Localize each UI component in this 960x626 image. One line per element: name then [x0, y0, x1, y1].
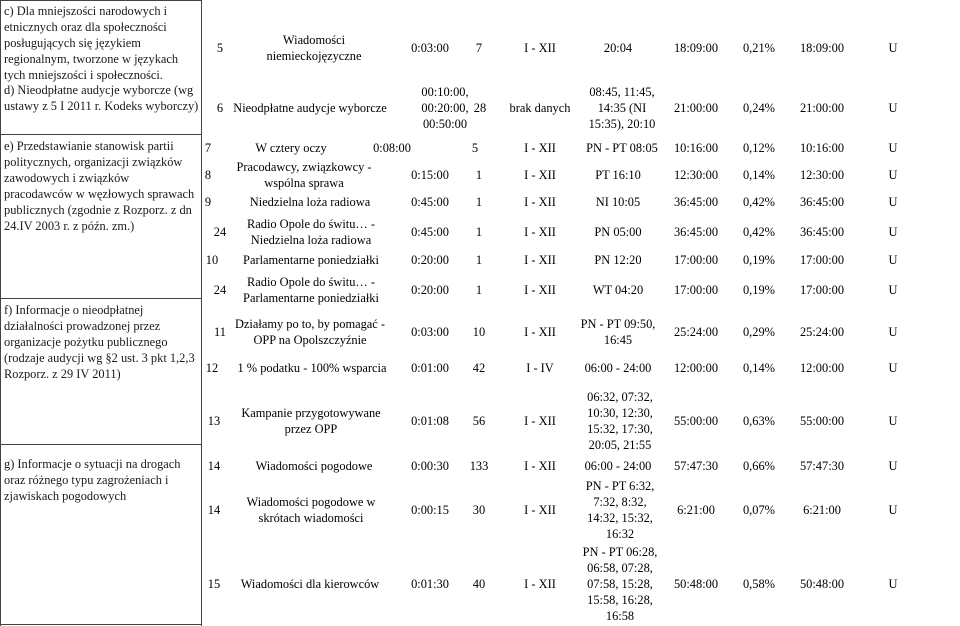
months: I - XII — [524, 253, 556, 267]
column-divider — [201, 0, 202, 626]
row-number: 24 — [213, 283, 227, 297]
program-title: Niedzielna loża radiowa — [249, 195, 371, 209]
row-number: 11 — [214, 325, 226, 339]
program-title: Działamy po to, by pomagać - OPP na Opolszczyźnie — [234, 317, 386, 347]
duration: 0:03:00 — [411, 41, 449, 55]
total-time: 10:16:00 — [673, 141, 719, 155]
air-time: NI 10:05 — [595, 195, 641, 209]
row-number: 14 — [207, 503, 221, 517]
category-g: g) Informacje o sytuacji na drogach oraz różnego typu zagrożeniach i zjawiskach pogodowych — [4, 457, 181, 503]
percent: 0,14% — [742, 361, 775, 375]
program-title: Wiadomości pogodowe w skrótach wiadomości — [246, 495, 376, 525]
count: 1 — [475, 225, 483, 239]
row-number: 24 — [213, 225, 227, 239]
flag: U — [888, 577, 898, 591]
count: 1 — [475, 168, 483, 182]
duration: 0:20:00 — [411, 283, 449, 297]
program-title: Wiadomości pogodowe — [255, 459, 373, 473]
months: I - XII — [524, 577, 556, 591]
percent: 0,29% — [742, 325, 775, 339]
air-time: PN - PT 09:50, 16:45 — [580, 317, 656, 347]
months: I - XII — [524, 41, 556, 55]
air-time: 20:04 — [603, 41, 633, 55]
count: 42 — [472, 361, 486, 375]
duration: 0:20:00 — [411, 253, 449, 267]
program-title: 1 % podatku - 100% wsparcia — [237, 361, 387, 375]
category-d: d) Nieodpłatne audycje wyborcze (wg ustawy z 5 I 2011 r. Kodeks wyborczy) — [4, 83, 199, 113]
duration: 0:08:00 — [373, 141, 411, 155]
flag: U — [888, 325, 898, 339]
percent: 0,58% — [742, 577, 775, 591]
category-divider — [0, 298, 202, 299]
total-time: 17:00:00 — [673, 283, 719, 297]
percent: 0,42% — [742, 195, 775, 209]
total-time: 17:00:00 — [673, 253, 719, 267]
air-time: PN - PT 6:32, 7:32, 8:32, 14:32, 15:32, 16:32 — [585, 479, 655, 541]
flag: U — [888, 101, 898, 115]
count: 28 — [473, 101, 487, 115]
count: 30 — [472, 503, 486, 517]
total-time-2: 17:00:00 — [799, 253, 845, 267]
count: 1 — [475, 253, 483, 267]
percent: 0,19% — [742, 283, 775, 297]
duration: 0:00:30 — [411, 459, 449, 473]
category-c: c) Dla mniejszości narodowych i etnicznych oraz dla społeczności posługujących się językiem regionalnym, tworzone w językach tych mniejszości i społeczności. — [4, 4, 179, 82]
percent: 0,21% — [742, 41, 775, 55]
total-time: 57:47:30 — [673, 459, 719, 473]
months: I - XII — [524, 141, 556, 155]
months: I - XII — [524, 459, 556, 473]
row-number: 9 — [204, 195, 212, 209]
row-number: 6 — [216, 101, 224, 115]
air-time: PN - PT 06:28, 06:58, 07:28, 07:58, 15:28, 15:58, 16:28, 16:58 — [582, 545, 658, 623]
count: 5 — [471, 141, 479, 155]
count: 56 — [472, 414, 486, 428]
duration: 0:15:00 — [411, 168, 449, 182]
air-time: 08:45, 11:45, 14:35 (NI 15:35), 20:10 — [588, 85, 656, 131]
program-title: Nieodpłatne audycje wyborcze — [233, 101, 387, 115]
duration: 0:01:30 — [411, 577, 449, 591]
total-time-2: 25:24:00 — [799, 325, 845, 339]
program-title: Radio Opole do świtu… - Niedzielna loża radiowa — [246, 217, 376, 247]
total-time-2: 50:48:00 — [799, 577, 845, 591]
total-time-2: 36:45:00 — [799, 225, 845, 239]
flag: U — [888, 253, 898, 267]
flag: U — [888, 361, 898, 375]
total-time-2: 12:00:00 — [799, 361, 845, 375]
category-divider — [0, 134, 202, 135]
category-f: f) Informacje o nieodpłatnej działalności prowadzonej przez organizacje pożytku publicznego (rodzaje audycji wg §2 ust. 3 pkt 1,2,3 Rozporz. z 29 IV 2011) — [4, 303, 195, 381]
percent: 0,14% — [742, 168, 775, 182]
total-time: 21:00:00 — [673, 101, 719, 115]
duration: 0:00:15 — [411, 503, 449, 517]
total-time: 36:45:00 — [673, 195, 719, 209]
program-title: Wiadomości dla kierowców — [240, 577, 380, 591]
flag: U — [888, 41, 898, 55]
air-time: PN - PT 08:05 — [586, 141, 658, 155]
row-number: 8 — [204, 168, 212, 182]
months: I - IV — [526, 361, 554, 375]
program-title: Wiadomości niemieckojęzyczne — [266, 33, 362, 63]
months: I - XII — [524, 325, 556, 339]
percent: 0,19% — [742, 253, 775, 267]
count: 1 — [475, 195, 483, 209]
months: I - XII — [524, 168, 556, 182]
flag: U — [888, 141, 898, 155]
duration: 0:45:00 — [411, 225, 449, 239]
percent: 0,07% — [742, 503, 775, 517]
duration: 0:45:00 — [411, 195, 449, 209]
row-number: 5 — [216, 41, 224, 55]
count: 1 — [475, 283, 483, 297]
months: I - XII — [524, 414, 556, 428]
air-time: PN 05:00 — [594, 225, 642, 239]
air-time: PN 12:20 — [594, 253, 642, 267]
total-time-2: 57:47:30 — [799, 459, 845, 473]
months: I - XII — [524, 225, 556, 239]
table-border-left — [0, 0, 1, 626]
flag: U — [888, 168, 898, 182]
table-border-bottom — [0, 624, 202, 625]
total-time-2: 17:00:00 — [799, 283, 845, 297]
flag: U — [888, 225, 898, 239]
months: brak danych — [509, 101, 571, 115]
total-time: 36:45:00 — [673, 225, 719, 239]
total-time-2: 18:09:00 — [799, 41, 845, 55]
row-number: 7 — [204, 141, 212, 155]
duration: 0:01:00 — [411, 361, 449, 375]
row-number: 13 — [207, 414, 221, 428]
total-time: 50:48:00 — [673, 577, 719, 591]
total-time: 12:00:00 — [673, 361, 719, 375]
air-time: 06:00 - 24:00 — [584, 459, 652, 473]
category-divider — [0, 444, 202, 445]
total-time: 25:24:00 — [673, 325, 719, 339]
percent: 0,63% — [742, 414, 775, 428]
count: 133 — [469, 459, 489, 473]
months: I - XII — [524, 195, 556, 209]
flag: U — [888, 283, 898, 297]
row-number: 10 — [205, 253, 219, 267]
air-time: 06:32, 07:32, 10:30, 12:30, 15:32, 17:30, 20:05, 21:55 — [587, 390, 653, 452]
total-time: 55:00:00 — [673, 414, 719, 428]
percent: 0,24% — [742, 101, 775, 115]
flag: U — [888, 414, 898, 428]
percent: 0,12% — [742, 141, 775, 155]
flag: U — [888, 459, 898, 473]
total-time: 12:30:00 — [673, 168, 719, 182]
air-time: WT 04:20 — [592, 283, 644, 297]
count: 7 — [475, 41, 483, 55]
program-title: W cztery oczy — [255, 141, 327, 155]
flag: U — [888, 503, 898, 517]
total-time-2: 55:00:00 — [799, 414, 845, 428]
percent: 0,66% — [742, 459, 775, 473]
total-time-2: 10:16:00 — [799, 141, 845, 155]
total-time: 6:21:00 — [677, 503, 715, 517]
program-title: Kampanie przygotowywane przez OPP — [241, 406, 381, 436]
months: I - XII — [524, 503, 556, 517]
total-time-2: 36:45:00 — [799, 195, 845, 209]
months: I - XII — [524, 283, 556, 297]
total-time-2: 6:21:00 — [803, 503, 841, 517]
air-time: PT 16:10 — [595, 168, 641, 182]
total-time: 18:09:00 — [673, 41, 719, 55]
category-e: e) Przedstawianie stanowisk partii politycznych, organizacji związków zawodowych i związków pracodawców w węzłowych sprawach publicznych (zgodnie z Rozporz. z dn 24.IV 2003 r. z późn. zm.) — [4, 139, 195, 233]
program-title: Pracodawcy, związkowcy - wspólna sprawa — [236, 160, 372, 190]
count: 10 — [472, 325, 486, 339]
count: 40 — [472, 577, 486, 591]
total-time-2: 21:00:00 — [799, 101, 845, 115]
duration: 0:03:00 — [411, 325, 449, 339]
table-border-top — [0, 0, 202, 1]
total-time-2: 12:30:00 — [799, 168, 845, 182]
percent: 0,42% — [742, 225, 775, 239]
duration: 0:01:08 — [411, 414, 449, 428]
duration: 00:10:00, 00:20:00, 00:50:00 — [421, 85, 469, 131]
row-number: 15 — [207, 577, 221, 591]
air-time: 06:00 - 24:00 — [584, 361, 652, 375]
program-title: Radio Opole do świtu… - Parlamentarne poniedziałki — [243, 275, 379, 305]
row-number: 14 — [207, 459, 221, 473]
program-title: Parlamentarne poniedziałki — [243, 253, 379, 267]
flag: U — [888, 195, 898, 209]
row-number: 12 — [205, 361, 219, 375]
